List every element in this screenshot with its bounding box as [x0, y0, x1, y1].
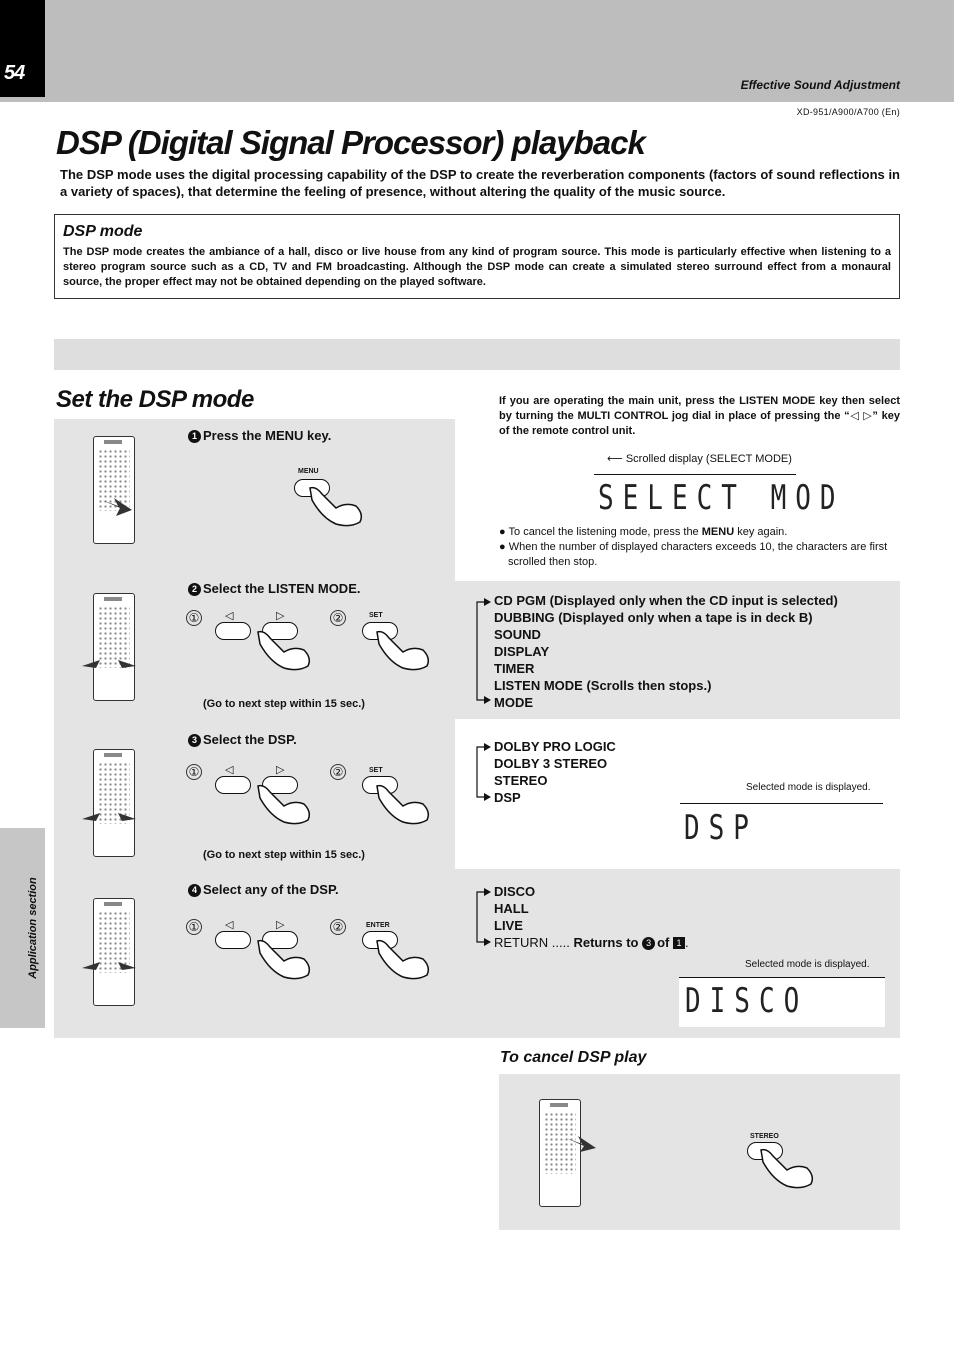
- list-item: CD PGM (Displayed only when the CD input is selected): [494, 593, 838, 608]
- step-4-number: 4: [188, 884, 201, 897]
- return-step-number: 3: [642, 937, 655, 950]
- list-item: STEREO: [494, 773, 548, 788]
- step-1-number: 1: [188, 430, 201, 443]
- circle-number-1: ①: [186, 610, 202, 626]
- step-4-text: Select any of the DSP.: [203, 882, 339, 897]
- right-arrow-icon: ▷: [276, 610, 285, 622]
- dsp-effect-list: [494, 883, 689, 951]
- return-bold: Returns to: [573, 935, 639, 950]
- list-item: MODE: [494, 695, 533, 710]
- dsp-list: [494, 738, 616, 806]
- circle-number-1: ①: [186, 919, 202, 935]
- circle-number-1: ①: [186, 764, 202, 780]
- display-top-rule: [680, 803, 883, 804]
- selected-mode-caption: Selected mode is displayed.: [745, 959, 870, 970]
- right-arrow-icon: ▷: [276, 919, 285, 931]
- side-tab-label: Application section: [27, 877, 39, 979]
- list-item: SOUND: [494, 627, 541, 642]
- list-item: DSP: [494, 790, 521, 805]
- remote-control-illustration: [93, 436, 135, 544]
- return-box-number: 1: [673, 937, 685, 949]
- set-dsp-title: Set the DSP mode: [56, 386, 254, 413]
- pointing-hands-icon: [80, 652, 138, 674]
- note-text: When the number of displayed characters exceeds 10, the characters are first scrolled then stop.: [508, 541, 888, 568]
- list-item: DOLBY PRO LOGIC: [494, 739, 616, 754]
- return-text: RETURN .....: [494, 935, 570, 950]
- left-arrow-icon: ◁: [225, 919, 234, 931]
- stereo-key-label: STEREO: [750, 1133, 779, 1140]
- dsp-mode-text: The DSP mode creates the ambiance of a hall, disco or live house from any kind of program source. This mode is particularly effective when listening to a stereo program source such as a CD, TV and FM broadcasting. Although the DSP mode can create a simulated stereo surround effect from a monaural source, the proper effect may not be obtained depending on the played software.: [63, 246, 891, 288]
- lcd-disco: DISCO: [685, 982, 809, 1021]
- pointing-hands-icon: [80, 805, 138, 827]
- step-1-label: [188, 428, 331, 443]
- cycle-bracket-icon: [471, 741, 493, 803]
- step-4-label: [188, 882, 339, 897]
- page-title: DSP (Digital Signal Processor) playback: [56, 124, 645, 161]
- cancel-title: To cancel DSP play: [500, 1049, 647, 1066]
- list-item: RETURN ..... Returns to 3 of 1 .: [494, 935, 689, 950]
- step-2-label: [188, 581, 360, 596]
- left-arrow-icon: ◁: [225, 610, 234, 622]
- main-unit-note: If you are operating the main unit, press the LISTEN MODE key then select by turning the MULTI CONTROL jog dial in place of pressing the “◁ ▷” key of the remote control unit.: [499, 395, 900, 437]
- pointing-hand-icon: [562, 1132, 598, 1154]
- note-menu: MENU: [701, 526, 735, 538]
- pressing-hand-icon: [254, 782, 312, 826]
- left-key[interactable]: [215, 622, 251, 640]
- step-3-label: [188, 732, 297, 747]
- left-key[interactable]: [215, 776, 251, 794]
- notes-list: [499, 525, 900, 570]
- page-number: 54: [4, 62, 25, 84]
- list-item: HALL: [494, 901, 529, 916]
- pressing-hand-icon: [254, 628, 312, 672]
- divider-strip: [54, 339, 900, 370]
- remote-control-illustration: [93, 593, 135, 701]
- left-key[interactable]: [215, 931, 251, 949]
- return-of: of: [657, 935, 670, 950]
- list-item: DISPLAY: [494, 644, 550, 659]
- note-text: To cancel the listening mode, press the: [508, 526, 699, 538]
- intro-paragraph: The DSP mode uses the digital processing capability of the DSP to create the reverberation components (factors of sound reflections in a variety of spaces), that determine the feeling of presence, without altering the quality of the music source.: [60, 167, 900, 199]
- step-3-text: Select the DSP.: [203, 732, 297, 747]
- step-1-text: Press the MENU key.: [203, 428, 332, 443]
- circle-number-2: ②: [330, 919, 346, 935]
- remote-control-illustration: [93, 898, 135, 1006]
- list-item: TIMER: [494, 661, 535, 676]
- lcd-select-mode: SELECT MOD: [598, 479, 845, 518]
- selected-mode-caption: Selected mode is displayed.: [746, 782, 871, 793]
- scrolled-display-caption: ⟵ Scrolled display (SELECT MODE): [607, 453, 792, 465]
- list-item: DUBBING (Displayed only when a tape is in deck B): [494, 610, 813, 625]
- pressing-hand-icon: [757, 1146, 817, 1190]
- pressing-hand-icon: [306, 484, 366, 528]
- step-2-text: Select the LISTEN MODE.: [203, 581, 361, 596]
- display-top-rule: [594, 474, 796, 475]
- circle-number-2: ②: [330, 610, 346, 626]
- pressing-hand-icon: [373, 937, 433, 981]
- section-title: Effective Sound Adjustment: [740, 78, 900, 92]
- note-item: ● When the number of displayed characters exceeds 10, the characters are first scrolled then stop.: [499, 541, 888, 568]
- set-key-label: SET: [369, 612, 383, 619]
- step-2-number: 2: [188, 583, 201, 596]
- step-2-time-note: (Go to next step within 15 sec.): [203, 698, 365, 710]
- pressing-hand-icon: [373, 782, 433, 826]
- menu-key-label: MENU: [298, 468, 319, 475]
- pointing-hand-icon: [98, 494, 134, 520]
- pressing-hand-icon: [254, 937, 312, 981]
- dsp-mode-heading: DSP mode: [63, 223, 143, 240]
- list-item: LISTEN MODE (Scrolls then stops.): [494, 678, 712, 693]
- model-code: XD-951/A900/A700 (En): [796, 107, 900, 117]
- lcd-dsp: DSP: [684, 809, 758, 848]
- pressing-hand-icon: [373, 628, 433, 672]
- dsp-mode-box: [54, 214, 900, 299]
- display-top-rule: [679, 977, 885, 978]
- listen-mode-list: [494, 592, 838, 711]
- cycle-bracket-icon: [471, 596, 493, 708]
- list-item: DISCO: [494, 884, 536, 899]
- enter-key-label: ENTER: [366, 922, 390, 929]
- pointing-hands-icon: [80, 954, 138, 976]
- note-text: key again.: [737, 526, 788, 538]
- remote-control-illustration: [93, 749, 135, 857]
- note-item: ● To cancel the listening mode, press the MENU key again.: [499, 526, 788, 538]
- set-key-label: SET: [369, 767, 383, 774]
- circle-number-2: ②: [330, 764, 346, 780]
- cycle-bracket-icon: [471, 886, 493, 948]
- right-arrow-icon: ▷: [276, 764, 285, 776]
- list-item: DOLBY 3 STEREO: [494, 756, 608, 771]
- step-3-number: 3: [188, 734, 201, 747]
- list-item: LIVE: [494, 918, 523, 933]
- step-3-time-note: (Go to next step within 15 sec.): [203, 849, 365, 861]
- left-arrow-icon: ◁: [225, 764, 234, 776]
